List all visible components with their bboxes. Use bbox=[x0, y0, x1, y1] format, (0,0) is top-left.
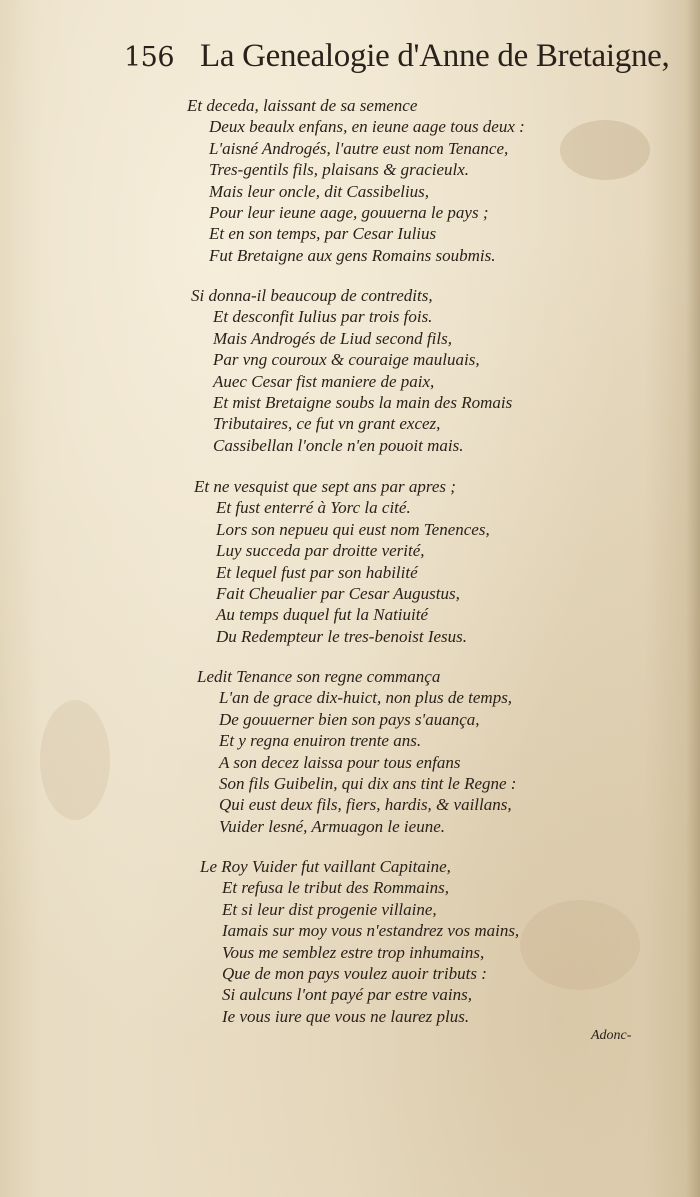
verse-line: Et mist Bretaigne soubs la main des Romais bbox=[213, 393, 513, 413]
verse-line: Mais leur oncle, dit Cassibelius, bbox=[209, 181, 430, 201]
verse-line: Et ne vesquist que sept ans par apres ; bbox=[194, 477, 456, 496]
stanza bbox=[197, 666, 677, 837]
verse-line: Et refusa le tribut des Rommains, bbox=[222, 878, 449, 898]
stanza bbox=[200, 856, 680, 1027]
page-header bbox=[0, 38, 700, 88]
verse-line: Vuider lesné, Armuagon le ieune. bbox=[219, 816, 445, 836]
verse-line: Fut Bretaigne aux gens Romains soubmis. bbox=[209, 245, 496, 265]
verse-line: Du Redempteur le tres-benoist Iesus. bbox=[216, 626, 468, 646]
verse-line: Vous me semblez estre trop inhumains, bbox=[222, 942, 485, 962]
page-number: 156 bbox=[124, 42, 175, 73]
verse-line: Lors son nepueu qui eust nom Tenences, bbox=[216, 519, 490, 539]
verse-line: Son fils Guibelin, qui dix ans tint le Regne : bbox=[219, 774, 517, 794]
running-title: La Genealogie d'Anne de Bretaigne, bbox=[200, 38, 670, 74]
verse-line: Cassibellan l'oncle n'en pouoit mais. bbox=[213, 435, 464, 455]
paper-stain bbox=[40, 700, 110, 820]
verse-line: Que de mon pays voulez auoir tributs : bbox=[222, 964, 487, 984]
verse-line: Ledit Tenance son regne commança bbox=[197, 667, 441, 686]
verse-line: Et desconfit Iulius par trois fois. bbox=[213, 307, 433, 327]
verse-line: Deux beaulx enfans, en ieune aage tous deux : bbox=[209, 117, 525, 137]
verse-line: Pour leur ieune aage, gouuerna le pays ; bbox=[209, 203, 489, 223]
catchword: Adonc- bbox=[591, 1028, 632, 1043]
verse-line: Auec Cesar fist maniere de paix, bbox=[213, 371, 435, 391]
verse-line: Luy succeda par droitte verité, bbox=[216, 541, 425, 561]
verse-line: Fait Cheualier par Cesar Augustus, bbox=[216, 584, 460, 604]
verse-line: Si donna-il beaucoup de contredits, bbox=[191, 286, 433, 305]
stanza bbox=[191, 285, 671, 456]
verse-line: Et deceda, laissant de sa semence bbox=[187, 96, 418, 115]
stanza bbox=[187, 95, 667, 266]
verse-line: L'an de grace dix-huict, non plus de temps, bbox=[219, 688, 513, 708]
verse-line: Si aulcuns l'ont payé par estre vains, bbox=[222, 985, 472, 1005]
verse-line: Mais Androgés de Liud second fils, bbox=[213, 328, 452, 348]
verse-line: L'aisné Androgés, l'autre eust nom Tenance, bbox=[209, 138, 509, 158]
verse-line: Iamais sur moy vous n'estandrez vos mains, bbox=[222, 921, 520, 941]
verse-line: Le Roy Vuider fut vaillant Capitaine, bbox=[200, 857, 451, 876]
verse-line: De gouuerner bien son pays s'auança, bbox=[219, 709, 480, 729]
verse-line: Et fust enterré à Yorc la cité. bbox=[216, 498, 411, 518]
verse-line: Et lequel fust par son habilité bbox=[216, 562, 418, 582]
stanza bbox=[194, 476, 674, 647]
verse-line: Par vng couroux & couraige mauluais, bbox=[213, 350, 480, 370]
verse-line: Au temps duquel fut la Natiuité bbox=[216, 605, 429, 625]
verse-line: Qui eust deux fils, fiers, hardis, & vaillans, bbox=[219, 795, 512, 815]
verse-line: Tributaires, ce fut vn grant excez, bbox=[213, 414, 441, 434]
verse-line: Et y regna enuiron trente ans. bbox=[219, 731, 422, 751]
verse-line: A son decez laissa pour tous enfans bbox=[219, 752, 461, 772]
verse-line: Tres-gentils fils, plaisans & gracieulx. bbox=[209, 160, 470, 180]
verse-line: Ie vous iure que vous ne laurez plus. bbox=[222, 1006, 470, 1026]
verse-line: Et si leur dist progenie villaine, bbox=[222, 899, 437, 919]
page-edge-shadow bbox=[686, 0, 700, 1197]
verse-line: Et en son temps, par Cesar Iulius bbox=[209, 224, 437, 244]
